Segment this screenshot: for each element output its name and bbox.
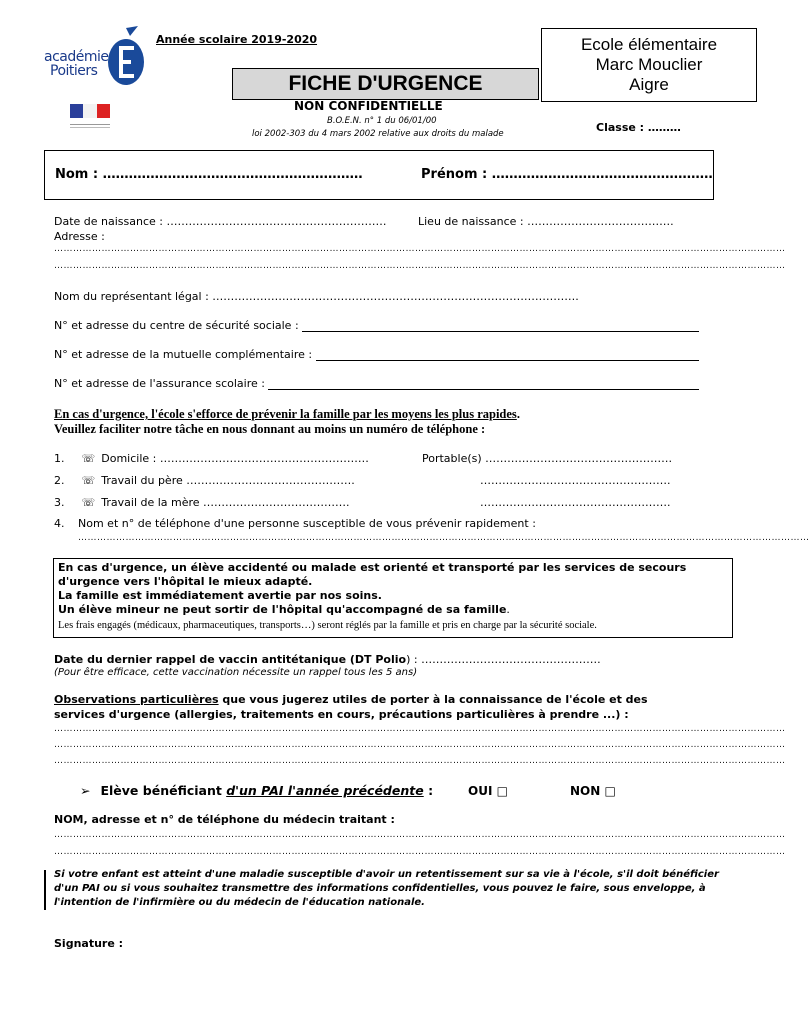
alert-line-4: Les frais engagés (médicaux, pharmaceutiques, transports…) seront réglés par la famille et pris en charge par la sécurité sociale. xyxy=(58,620,597,631)
emergency-notice-box xyxy=(53,558,733,638)
nom-field[interactable]: Nom : …………………………………………………… xyxy=(55,167,363,182)
logo-text-line1: académie xyxy=(44,49,109,65)
mutual-row xyxy=(54,348,699,361)
doctor-line-2[interactable]: …………………………………………………………………………………………………………………………………………………………………………………………………………… xyxy=(54,847,786,857)
phone-list-item xyxy=(54,474,674,487)
pai-non-checkbox[interactable]: NON □ xyxy=(570,784,616,798)
class-field[interactable]: Classe : ……… xyxy=(596,121,681,134)
address-label: Adresse : xyxy=(54,230,105,243)
observations-label-rest: que vous jugerez utiles de porter à la connaissance de l'école et des services d'urgence (allergies, traitements en cours, précautions particulières à prendre ...) : xyxy=(54,693,648,721)
doctor-line-1[interactable]: …………………………………………………………………………………………………………………………………………………………………………………………………………… xyxy=(54,830,786,840)
logo-e-icon xyxy=(106,26,146,88)
confidential-notice: Si votre enfant est atteint d'une maladie susceptible d'avoir un retentissement sur sa vie à l'école, s'il doit bénéficier d'un PAI ou si vous souhaitez transmettre des informations confidentielles, vous pouvez le faire, sous enveloppe, à l'intention de l'infirmière ou du médecin de l'éducation nationale. xyxy=(54,869,719,908)
alert-line-3-end: . xyxy=(506,603,510,616)
school-name-line1: Ecole élémentaire xyxy=(580,35,718,54)
mutual-label: N° et adresse de la mutuelle complémentaire : xyxy=(54,348,316,361)
insurance-row xyxy=(54,377,699,390)
telephone-icon: ☏ xyxy=(81,474,96,487)
reference-law: loi 2002-303 du 4 mars 2002 relative aux droits du malade xyxy=(252,129,504,139)
observations-line-3[interactable]: …………………………………………………………………………………………………………………………………………………………………………………………………………… xyxy=(54,756,786,766)
emergency-heading-end: . xyxy=(516,407,520,421)
insurance-input[interactable] xyxy=(268,378,699,390)
reference-boen: B.O.E.N. n° 1 du 06/01/00 xyxy=(327,116,437,126)
republic-logo xyxy=(70,103,110,123)
telephone-icon: ☏ xyxy=(81,452,96,465)
confidential-notice-bar xyxy=(44,870,48,910)
academie-logo xyxy=(44,26,146,88)
observations-label-underlined: Observations particulières xyxy=(54,693,219,706)
telephone-icon: ☏ xyxy=(81,496,96,509)
birth-place-field[interactable]: Lieu de naissance : …………………………………. xyxy=(418,215,674,228)
vaccine-field[interactable] xyxy=(54,653,601,666)
doctor-label: NOM, adresse et n° de téléphone du médecin traitant : xyxy=(54,813,395,826)
school-name-line2: Marc Mouclier xyxy=(595,55,703,74)
insurance-label: N° et adresse de l'assurance scolaire : xyxy=(54,377,269,390)
signature-label: Signature : xyxy=(54,937,124,950)
flag-icon xyxy=(70,104,110,118)
alert-line-2: La famille est immédiatement avertie par nos soins. xyxy=(58,589,382,602)
mobile-phone-field[interactable]: Portable(s) …………………………………………… xyxy=(422,452,673,465)
phone-list-item xyxy=(54,517,694,530)
phone-item-num: 2. xyxy=(54,474,65,487)
mutual-input[interactable] xyxy=(316,349,699,361)
vaccine-note: (Pour être efficace, cette vaccination nécessite un rappel tous les 5 ans) xyxy=(54,667,418,678)
phone-item-num: 4. xyxy=(54,517,65,530)
mother-work-extra-field[interactable]: ……………………………………………. xyxy=(480,496,671,509)
phone-list-item xyxy=(54,452,674,465)
alert-line-3-wrap xyxy=(58,603,510,617)
prenom-field[interactable]: Prénom : …………………………………………… xyxy=(421,167,713,182)
phone-item-num: 1. xyxy=(54,452,65,465)
home-phone-field[interactable]: Domicile : ………………………………………………… xyxy=(101,452,369,465)
pai-row xyxy=(80,783,433,798)
legal-rep-field[interactable]: Nom du représentant légal : ………………………………………………………………………………………. xyxy=(54,290,579,303)
pai-label-end: : xyxy=(423,783,434,798)
mother-work-phone-field[interactable]: Travail de la mère …………………………………. xyxy=(101,496,350,509)
emergency-heading xyxy=(54,407,520,422)
phone-list-item xyxy=(54,496,674,509)
vaccine-label-end: ) : …………………………………………. xyxy=(406,653,601,666)
birth-date-field[interactable]: Date de naissance : …………………………………………………… xyxy=(54,215,387,228)
father-work-phone-field[interactable]: Travail du père ………………………………………. xyxy=(101,474,355,487)
social-security-input[interactable] xyxy=(302,320,699,332)
observations-label xyxy=(54,692,694,722)
social-security-row xyxy=(54,319,699,332)
alert-line-3: Un élève mineur ne peut sortir de l'hôpital qu'accompagné de sa famille xyxy=(58,603,507,616)
school-name-box xyxy=(541,28,757,102)
contact-person-label: Nom et n° de téléphone d'une personne susceptible de vous prévenir rapidement : xyxy=(78,517,536,530)
observations-line-2[interactable]: …………………………………………………………………………………………………………………………………………………………………………………………………………… xyxy=(54,740,786,750)
school-year: Année scolaire 2019-2020 xyxy=(156,33,318,46)
pai-label-start: Elève bénéficiant xyxy=(100,783,227,798)
page-subtitle: NON CONFIDENTIELLE xyxy=(294,99,443,113)
contact-person-line[interactable]: …………………………………………………………………………………………………………………………………………………………………………………………………………… xyxy=(78,533,810,543)
address-line-2[interactable]: …………………………………………………………………………………………………………………………………………………………………………………………………………… xyxy=(54,261,786,271)
pai-label-underlined: d'un PAI l'année précédente xyxy=(226,783,424,798)
arrow-icon: ➢ xyxy=(80,783,91,798)
emergency-heading-text: En cas d'urgence, l'école s'efforce de prévenir la famille par les moyens les plus rapides xyxy=(54,407,517,421)
observations-line-1[interactable]: …………………………………………………………………………………………………………………………………………………………………………………………………………… xyxy=(54,724,786,734)
social-security-label: N° et adresse du centre de sécurité sociale : xyxy=(54,319,303,332)
pai-oui-checkbox[interactable]: OUI □ xyxy=(468,784,508,798)
father-work-extra-field[interactable]: ……………………………………………. xyxy=(480,474,671,487)
alert-line-1: En cas d'urgence, un élève accidenté ou malade est orienté et transporté par les services de secours d'urgence vers l'hôpital le mieux adapté. xyxy=(58,561,687,588)
phone-item-num: 3. xyxy=(54,496,65,509)
identity-box xyxy=(44,150,714,200)
vaccine-label: Date du dernier rappel de vaccin antitétanique (DT Polio xyxy=(54,653,407,666)
page-title: FICHE D'URGENCE xyxy=(232,68,539,100)
school-name-line3: Aigre xyxy=(629,75,669,94)
logo-text-line2: Poitiers xyxy=(50,63,98,79)
address-line-1[interactable]: …………………………………………………………………………………………………………………………………………………………………………………………………………… xyxy=(54,244,786,254)
emergency-subheading: Veuillez faciliter notre tâche en nous donnant au moins un numéro de téléphone : xyxy=(54,422,486,436)
